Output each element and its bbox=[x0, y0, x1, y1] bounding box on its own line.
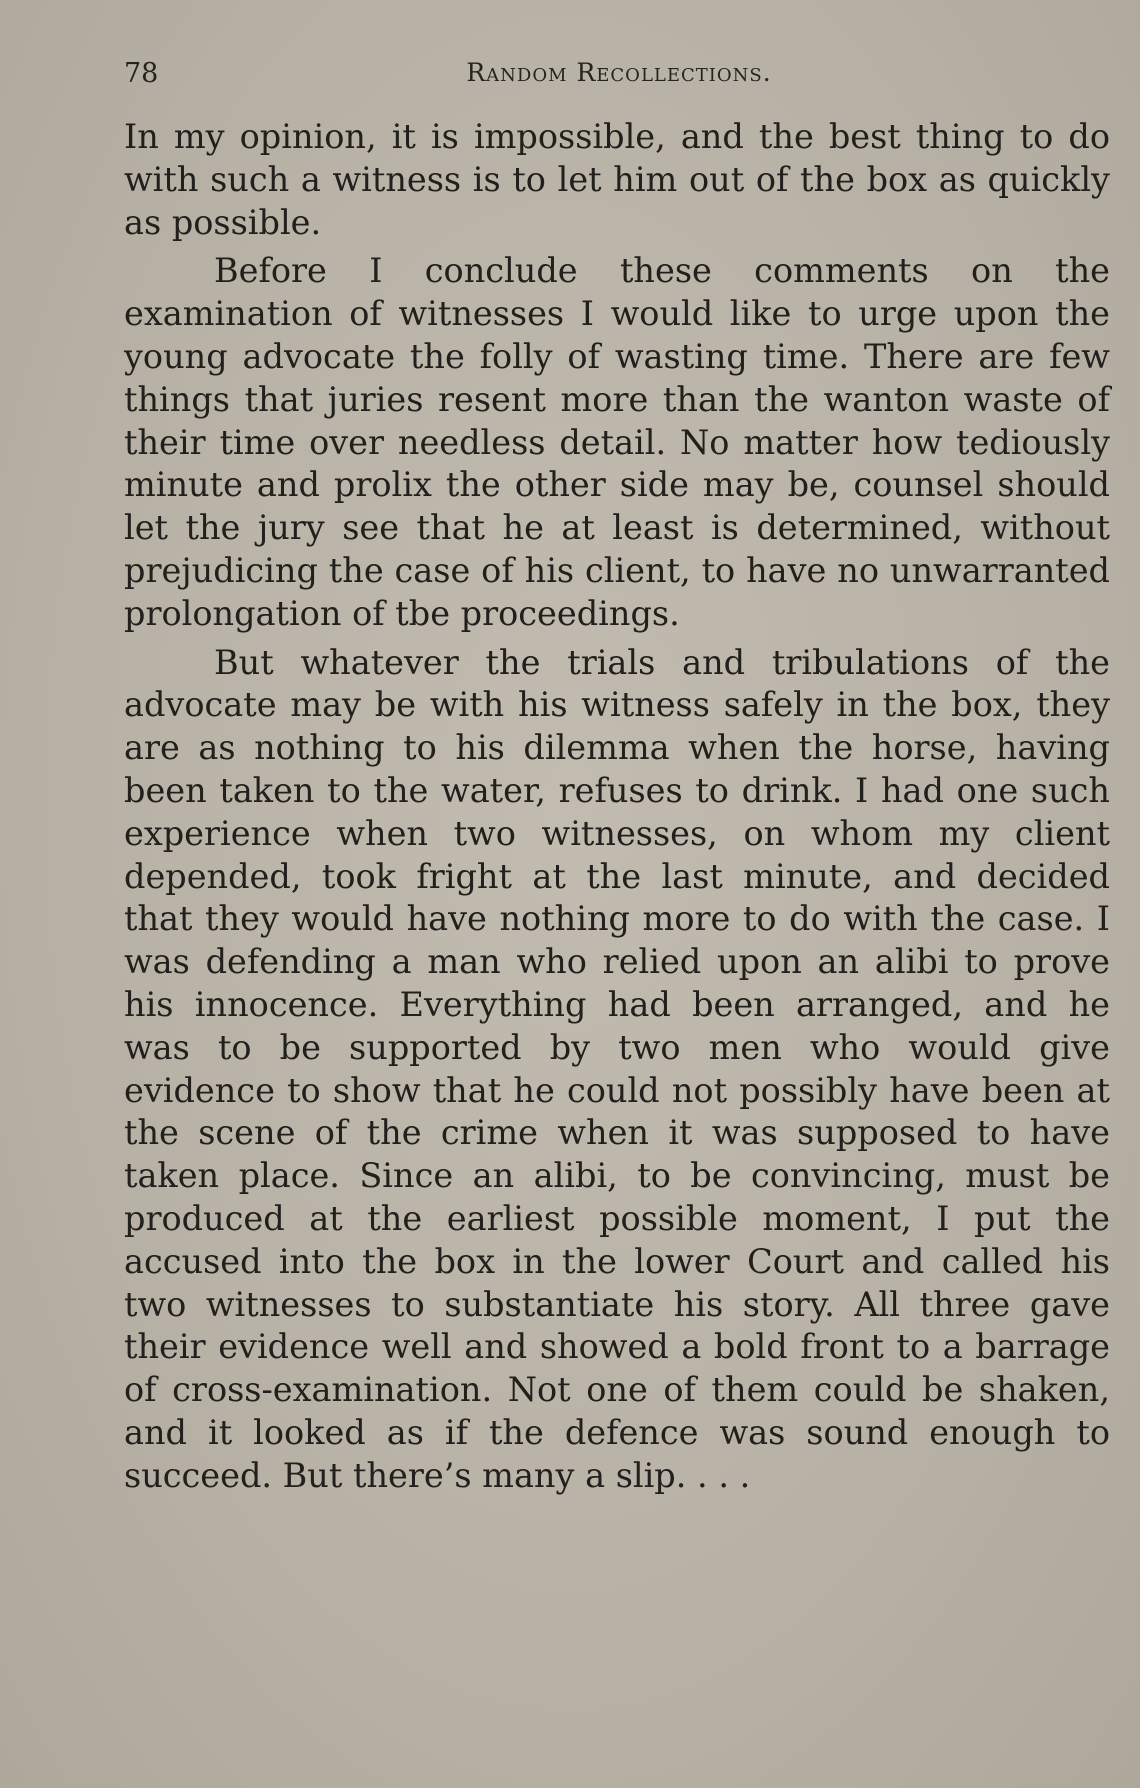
page-header bbox=[124, 58, 1114, 98]
running-title: Random Recollections. bbox=[466, 58, 772, 87]
paragraph: In my opinion, it is impossible, and the best thing to do with such a witness is to let him out of the box as quickly as possible. bbox=[124, 117, 1110, 242]
paragraph: But whatever the trials and tribulations of the advocate may be with his witness safely in the box, they are as nothing to his dilemma when the horse, having been taken to the water, refuses to drink. I had one such experience when two witnesses, on whom my client depended, took fright at the last minute, and decided that they would have nothing more to do with the case. I was defending a man who relied upon an alibi to prove his innocence. Everything had been arranged, and he was to be supported by two men who would give evidence to show that he could not possibly have been at the scene of the crime when it was supposed to have taken place. Since an alibi, to be convincing, must be produced at the earliest possible moment, I put the accused into the box in the lower Court and called his two witnesses to substantiate his story. All three gave their evidence well and showed a bold front to a barrage of cross-examination. Not one of them could be shaken, and it looked as if the defence was sound enough to succeed. But there’s many a slip. . . . bbox=[124, 642, 1110, 1495]
body-text bbox=[124, 116, 1110, 1504]
paragraph: Before I conclude these comments on the examination of witnesses I would like to urge upon the young advocate the folly of wasting time. There are few things that juries resent more than the wanton waste of their time over needless detail. No matter how tediously minute and prolix the other side may be, counsel should let the jury see that he at least is determined, without prejudicing the case of his client, to have no unwarranted prolongation of tbe proceedings. bbox=[124, 251, 1110, 633]
page-number: 78 bbox=[124, 58, 159, 89]
